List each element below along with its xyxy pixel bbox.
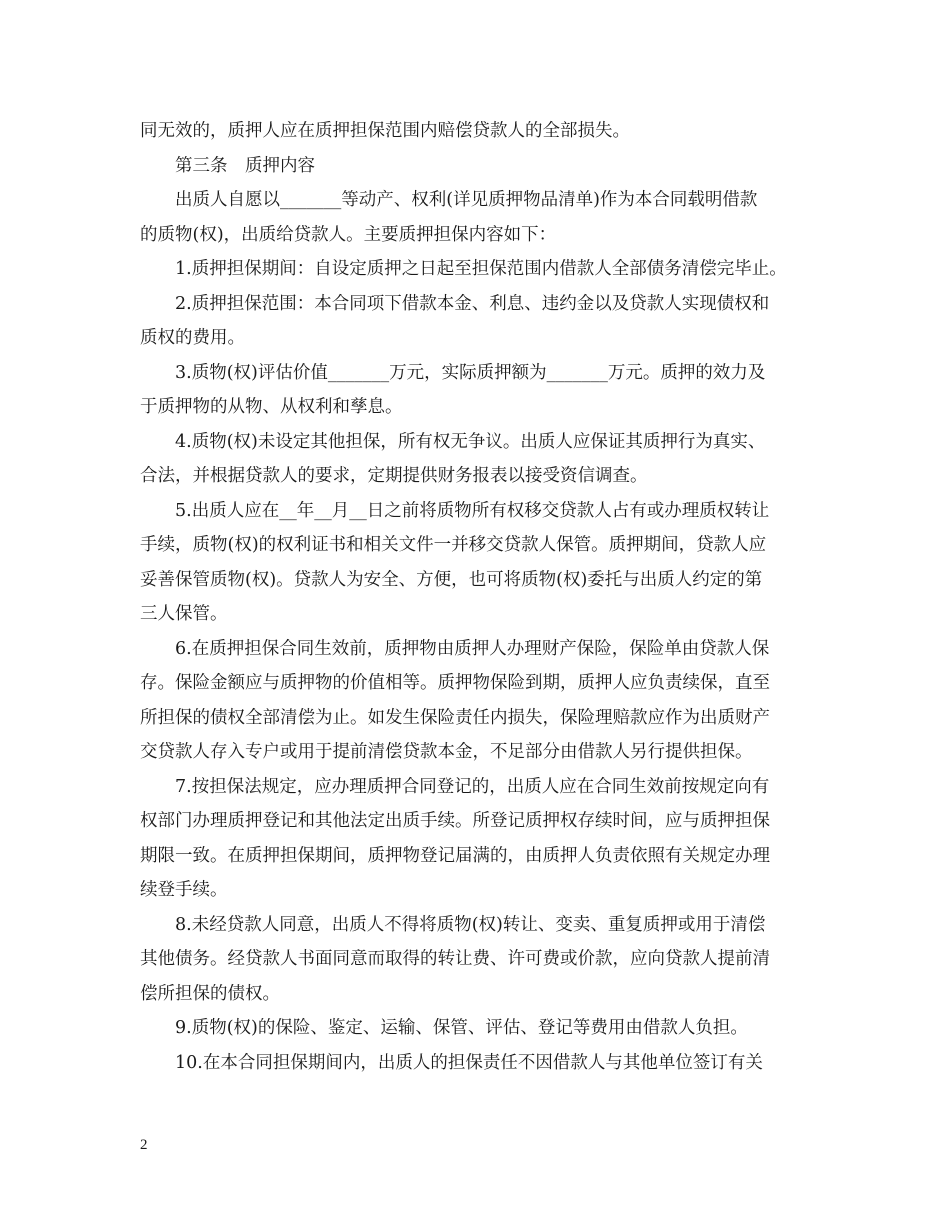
text-line: 其他债务。经贷款人书面同意而取得的转让费、许可费或价款，应向贷款人提前清 bbox=[140, 949, 770, 969]
text-line: 9.质物(权)的保险、鉴定、运输、保管、评估、登记等费用由借款人负担。 bbox=[175, 1018, 748, 1038]
document-body bbox=[140, 114, 815, 1080]
text-line: 出质人自愿以_______等动产、权利(详见质押物品清单)作为本合同载明借款 bbox=[175, 190, 758, 210]
text-line: 4.质物(权)未设定其他担保，所有权无争议。出质人应保证其质押行为真实、 bbox=[175, 431, 766, 452]
text-line: 交贷款人存入专户或用于提前清偿贷款本金，不足部分由借款人另行提供担保。 bbox=[140, 742, 753, 762]
text-line: 质权的费用。 bbox=[140, 328, 245, 348]
text-line: 三人保管。 bbox=[140, 604, 228, 624]
text-line: 的质物(权)，出质给贷款人。主要质押担保内容如下： bbox=[140, 224, 557, 245]
text-line: 10.在本合同担保期间内，出质人的担保责任不因借款人与其他单位签订有关 bbox=[175, 1052, 763, 1073]
page-number: 2 bbox=[140, 1137, 148, 1153]
text-line: 7.按担保法规定，应办理质押合同登记的，出质人应在合同生效前按规定向有 bbox=[175, 776, 770, 797]
text-line: 8.未经贷款人同意，出质人不得将质物(权)转让、变卖、重复质押或用于清偿 bbox=[175, 914, 766, 935]
text-line: 偿所担保的债权。 bbox=[140, 983, 280, 1004]
text-line: 期限一致。在质押担保期间，质押物登记届满的，由质押人负责依照有关规定办理 bbox=[140, 845, 770, 866]
text-line: 手续，质物(权)的权利证书和相关文件一并移交贷款人保管。质押期间，贷款人应 bbox=[140, 535, 767, 555]
text-line: 1.质押担保期间：自设定质押之日起至担保范围内借款人全部债务清偿完毕止。 bbox=[175, 259, 787, 279]
text-line: 存。保险金额应与质押物的价值相等。质押物保险到期，质押人应负责续保，直至 bbox=[140, 673, 770, 693]
text-line: 同无效的，质押人应在质押担保范围内赔偿贷款人的全部损失。 bbox=[140, 121, 630, 141]
text-line: 第三条 质押内容 bbox=[175, 155, 315, 176]
text-line: 妥善保管质物(权)。贷款人为安全、方便，也可将质物(权)委托与出质人约定的第 bbox=[140, 569, 763, 590]
text-line: 于质押物的从物、从权利和孳息。 bbox=[140, 397, 403, 417]
text-line: 2.质押担保范围：本合同项下借款本金、利息、违约金以及贷款人实现债权和 bbox=[175, 293, 770, 314]
text-line: 5.出质人应在__年__月__日之前将质物所有权移交贷款人占有或办理质权转让 bbox=[175, 500, 770, 521]
text-line: 6.在质押担保合同生效前，质押物由质押人办理财产保险，保险单由贷款人保 bbox=[175, 638, 770, 659]
text-line: 所担保的债权全部清偿为止。如发生保险责任内损失，保险理赔款应作为出质财产 bbox=[140, 707, 770, 728]
text-line: 合法，并根据贷款人的要求，定期提供财务报表以接受资信调查。 bbox=[140, 466, 648, 486]
text-line: 权部门办理质押登记和其他法定出质手续。所登记质押权存续时间，应与质押担保 bbox=[140, 811, 770, 831]
text-line: 3.质物(权)评估价值_______万元，实际质押额为_______万元。质押的效力及 bbox=[175, 362, 766, 383]
text-line: 续登手续。 bbox=[140, 880, 228, 900]
